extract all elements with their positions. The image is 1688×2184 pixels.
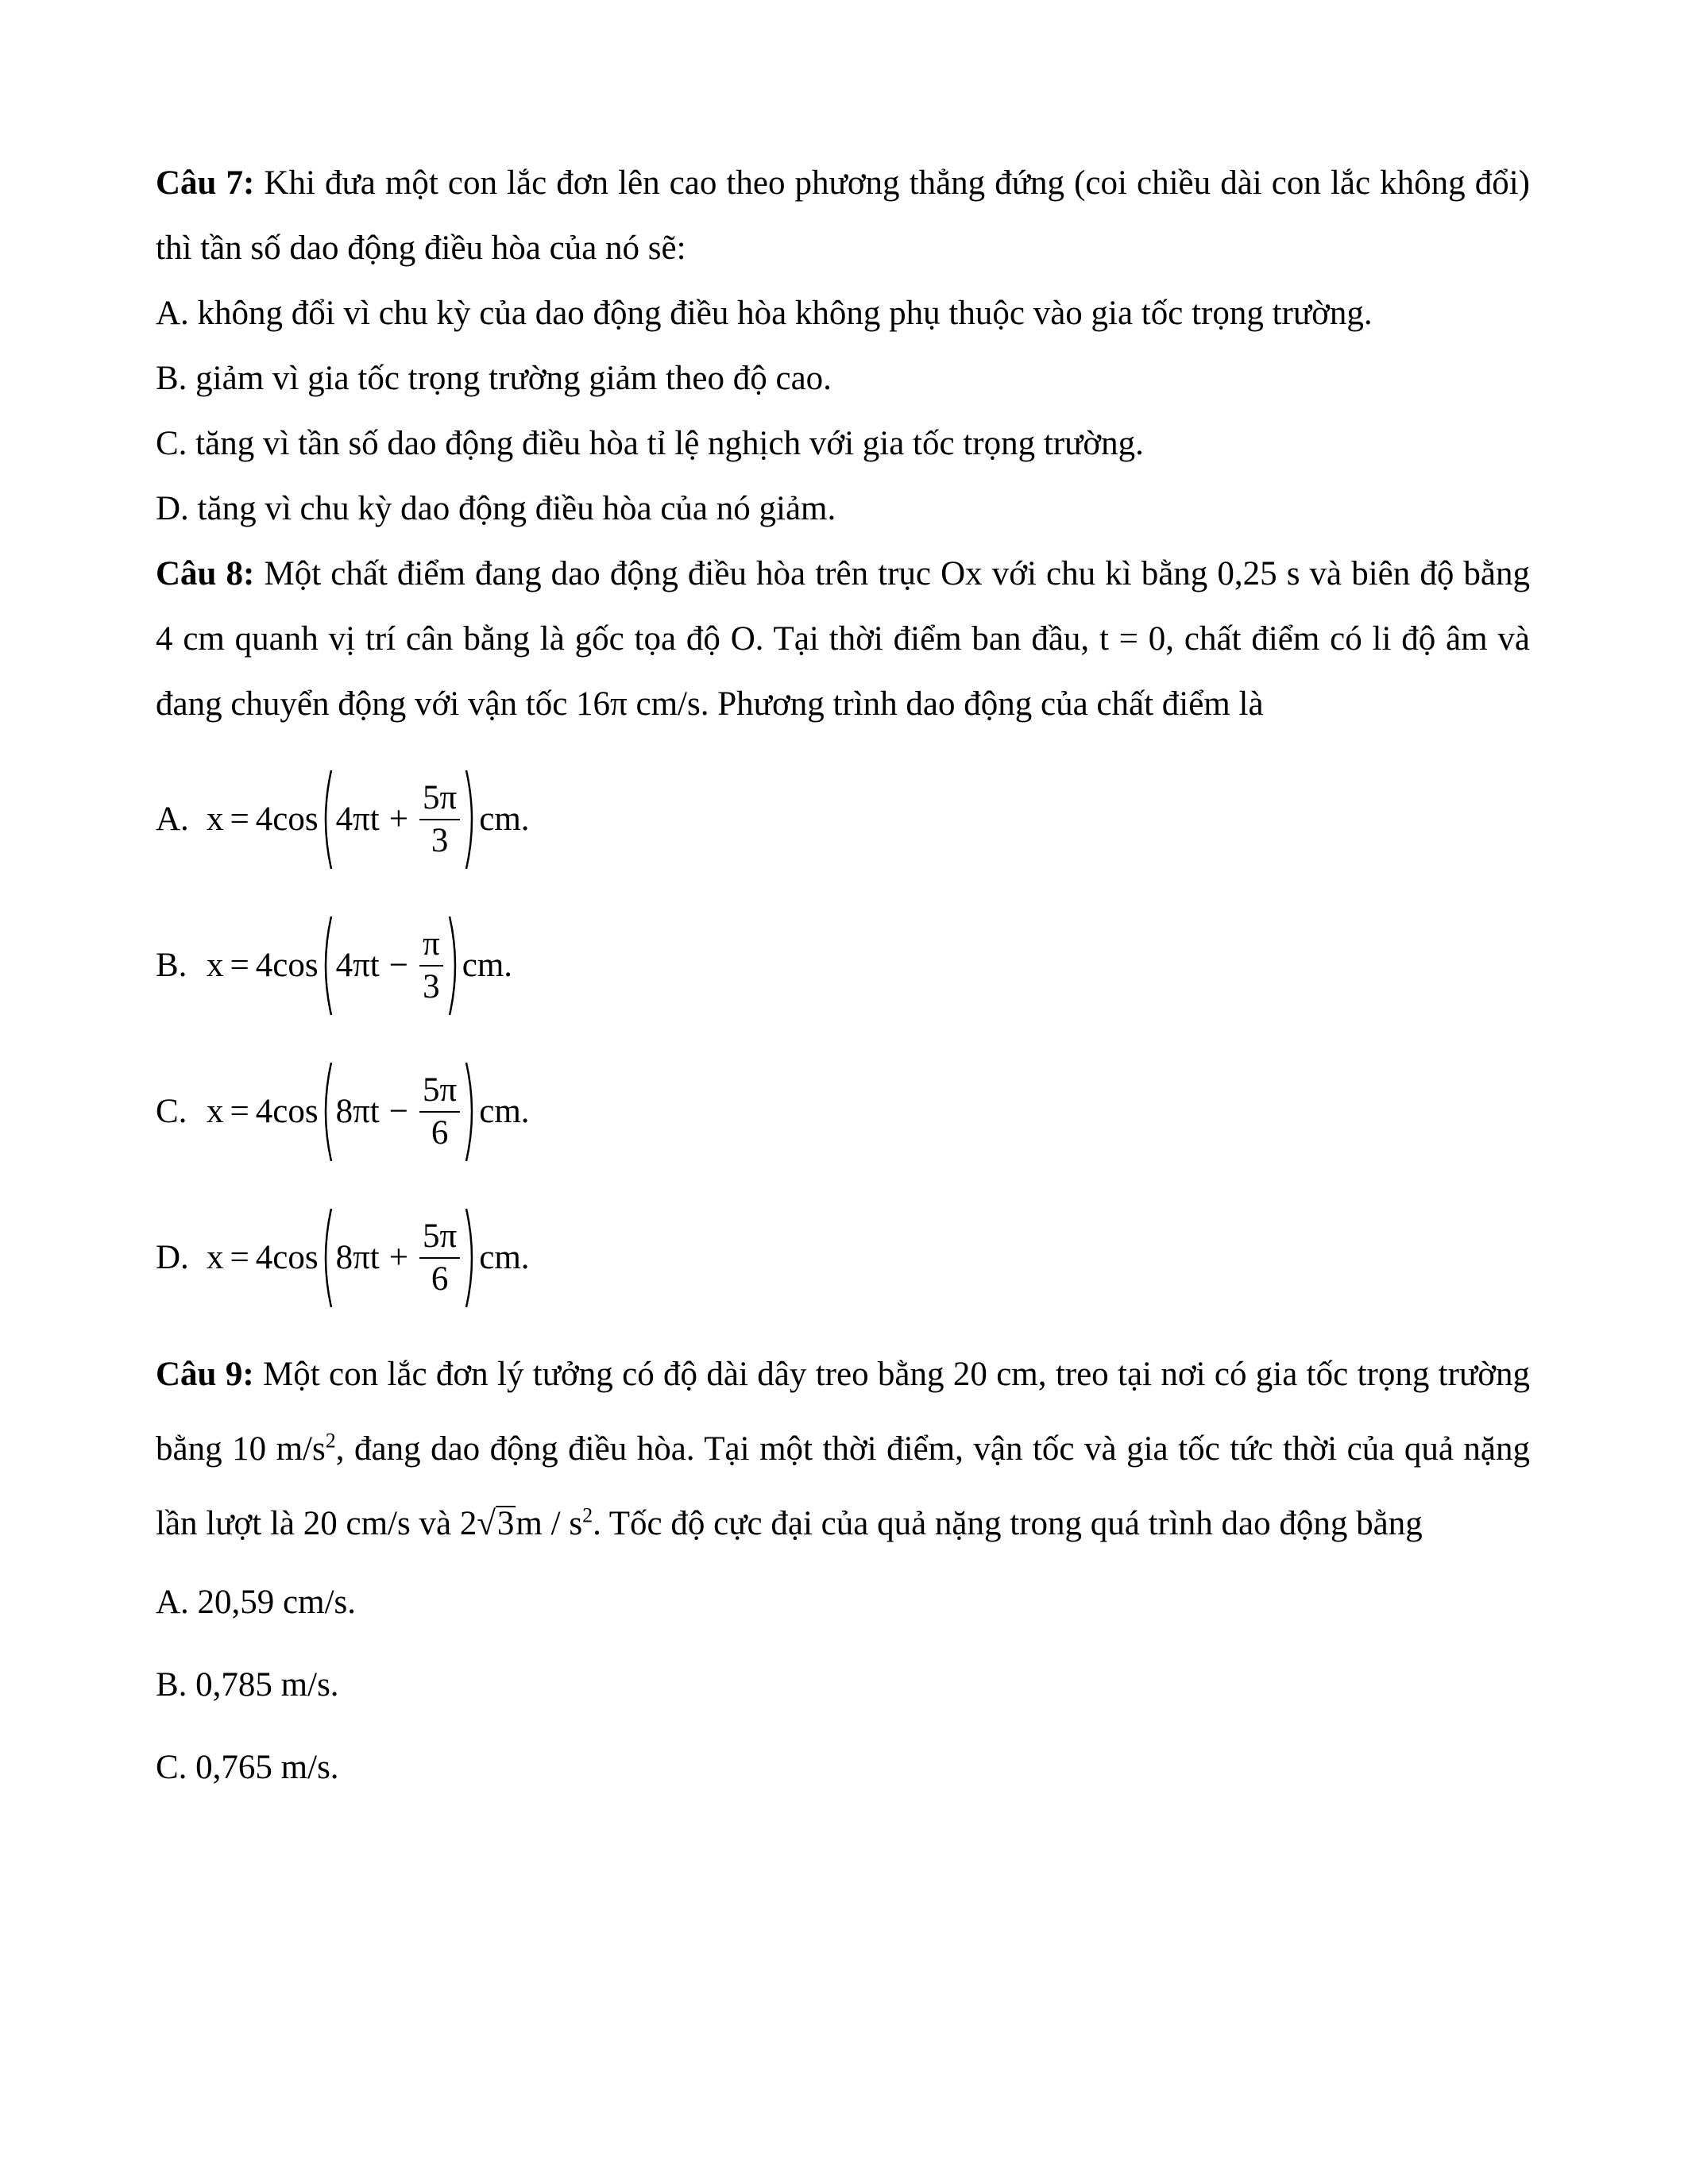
formula-prefix: 4cos xyxy=(255,1093,319,1130)
formula-fraction xyxy=(419,1070,460,1154)
q8-option-d-formula xyxy=(207,1206,530,1310)
formula-lhs: x xyxy=(207,1239,224,1276)
formula-equals: = xyxy=(230,1239,249,1276)
formula-sign: + xyxy=(388,801,409,838)
q9-accel-coef: 2 xyxy=(459,1505,477,1542)
q8-option-b-letter: B. xyxy=(156,947,187,984)
fraction-denominator: 6 xyxy=(431,1114,449,1152)
formula-inner: 8πt xyxy=(335,1239,380,1276)
q9-option-a: A. 20,59 cm/s. xyxy=(156,1584,357,1621)
q9-accel-unit: m / s xyxy=(516,1505,583,1542)
left-paren-icon xyxy=(319,914,333,1017)
formula-lhs: x xyxy=(207,801,224,838)
formula-equals: = xyxy=(230,801,249,838)
formula-fraction xyxy=(419,1216,460,1300)
question-9-text-1: Một con lắc đơn lý tưởng có độ dài dây treo bằng 20 cm, treo tại nơi có gia tốc trọng trường bằng 10 m/s xyxy=(156,1356,1530,1468)
fraction-denominator: 3 xyxy=(423,968,440,1005)
fraction-numerator: 5π xyxy=(419,778,460,820)
formula-inner: 8πt xyxy=(335,1093,380,1130)
right-paren-icon xyxy=(448,914,462,1017)
question-8-text: Một chất điểm đang dao động điều hòa trên trục Ox với chu kì bằng 0,25 s và biên độ bằng 4 cm quanh vị trí cân bằng là gốc tọa độ O. Tại thời điểm ban đầu, t = 0, chất điểm có li độ âm và đang chuyển động với vận tốc 16π cm/s. Phương trình dao động của chất điểm là xyxy=(156,555,1530,723)
fraction-numerator: 5π xyxy=(419,1216,460,1259)
formula-unit: cm. xyxy=(462,947,513,984)
question-7-text: Khi đưa một con lắc đơn lên cao theo phương thẳng đứng (coi chiều dài con lắc không đổi) thì tần số dao động điều hòa của nó sẽ: xyxy=(156,164,1530,267)
right-paren-icon xyxy=(465,1060,479,1163)
q9-exponent-1: 2 xyxy=(325,1429,336,1453)
formula-prefix: 4cos xyxy=(255,1239,319,1276)
q9-option-c: C. 0,765 m/s. xyxy=(156,1749,339,1786)
fraction-numerator: π xyxy=(419,924,443,967)
formula-inner: 4πt xyxy=(335,947,380,984)
question-9-text-2: , đang dao động điều hòa. Tại một thời điểm, vận tốc và gia tốc tức thời của quả nặng lần lượt là 20 cm/s và xyxy=(156,1430,1530,1542)
q8-option-d-letter: D. xyxy=(156,1239,189,1276)
question-9-text-3: . Tốc độ cực đại của quả nặng trong quá trình dao động bằng xyxy=(593,1505,1423,1542)
document-page xyxy=(156,151,1530,1809)
left-paren-icon xyxy=(319,1206,333,1310)
left-paren-icon xyxy=(319,1060,333,1163)
formula-sign: − xyxy=(388,1093,409,1130)
fraction-numerator: 5π xyxy=(419,1070,460,1113)
question-7-label: Câu 7: xyxy=(156,164,255,202)
right-paren-icon xyxy=(465,1206,479,1310)
q8-option-c-letter: C. xyxy=(156,1093,187,1130)
q8-option-a-letter: A. xyxy=(156,801,189,838)
question-8-label: Câu 8: xyxy=(156,555,255,592)
q9-radicand: 3 xyxy=(496,1505,515,1542)
q9-exponent-2: 2 xyxy=(582,1503,593,1527)
question-7 xyxy=(156,151,1530,281)
formula-prefix: 4cos xyxy=(255,801,319,838)
formula-sign: − xyxy=(388,947,409,984)
formula-unit: cm. xyxy=(479,1093,530,1130)
right-paren-icon xyxy=(465,768,479,871)
formula-fraction xyxy=(419,924,443,1008)
formula-equals: = xyxy=(230,1093,249,1130)
fraction-denominator: 6 xyxy=(431,1260,449,1298)
formula-unit: cm. xyxy=(479,801,530,838)
question-9 xyxy=(156,1337,1530,1561)
q8-option-a xyxy=(156,747,1530,893)
q9-option-b: B. 0,785 m/s. xyxy=(156,1666,339,1704)
question-8 xyxy=(156,542,1530,737)
left-paren-icon xyxy=(319,768,333,871)
q7-option-b: B. giảm vì gia tốc trọng trường giảm theo độ cao. xyxy=(156,360,832,397)
formula-inner: 4πt xyxy=(335,801,380,838)
q8-option-a-formula xyxy=(207,768,530,871)
q8-option-c-formula xyxy=(207,1060,530,1163)
q7-option-a: A. không đổi vì chu kỳ của dao động điều hòa không phụ thuộc vào gia tốc trọng trường. xyxy=(156,295,1373,332)
question-9-label: Câu 9: xyxy=(156,1356,254,1393)
q8-option-d xyxy=(156,1185,1530,1331)
spacer xyxy=(156,1331,1530,1337)
sqrt-icon: √ xyxy=(477,1505,496,1542)
formula-unit: cm. xyxy=(479,1239,530,1276)
q7-option-d: D. tăng vì chu kỳ dao động điều hòa của nó giảm. xyxy=(156,490,836,527)
formula-prefix: 4cos xyxy=(255,947,319,984)
fraction-denominator: 3 xyxy=(431,822,449,859)
formula-lhs: x xyxy=(207,1093,224,1130)
formula-sign: + xyxy=(388,1239,409,1276)
formula-lhs: x xyxy=(207,947,224,984)
q8-option-c xyxy=(156,1039,1530,1185)
q8-option-b-formula xyxy=(207,914,512,1017)
q7-option-c: C. tăng vì tần số dao động điều hòa tỉ lệ nghịch với gia tốc trọng trường. xyxy=(156,425,1144,462)
q8-option-b xyxy=(156,893,1530,1039)
formula-fraction xyxy=(419,778,460,862)
formula-equals: = xyxy=(230,947,249,984)
